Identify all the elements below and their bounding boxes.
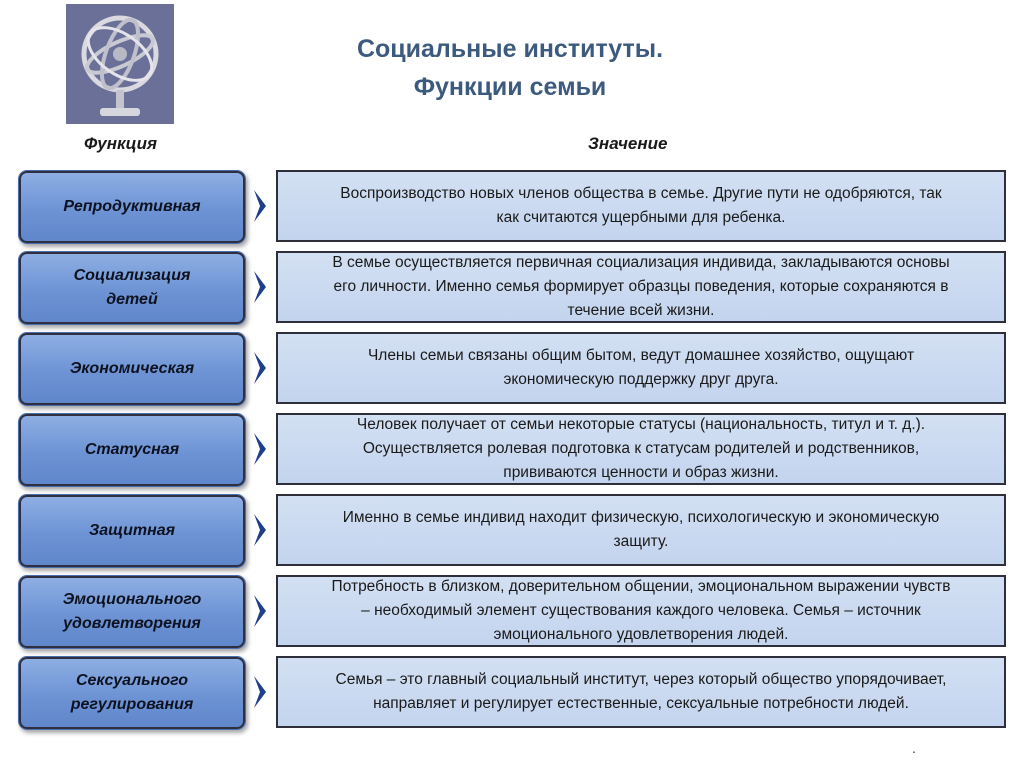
function-label: удовлетворения	[63, 615, 201, 632]
description-box	[276, 656, 1006, 728]
description-text: Именно в семье индивид находит физическую, психологическую и экономическую защиту.	[342, 509, 940, 550]
description-text: Семья – это главный социальный институт, через который общество упорядочивает, направляет и регулирует естественные, сексуальные потребности людей.	[335, 671, 947, 712]
chevron-right-icon	[252, 431, 268, 467]
description-box	[276, 170, 1006, 242]
function-label: Социализация	[73, 267, 191, 284]
function-label: Экономическая	[69, 360, 195, 377]
description-text: Потребность в близком, доверительном общении, эмоциональном выражении чувств – необходимый элемент существования каждого человека. Семья – источник эмоционального удовлетворения людей.	[331, 578, 951, 643]
function-label: Сексуального	[75, 672, 189, 689]
chevron-right-icon	[252, 512, 268, 548]
page-title	[250, 30, 770, 106]
description-box	[276, 332, 1006, 404]
table-row	[0, 413, 1024, 487]
chevron-right-icon	[252, 593, 268, 629]
chevron-right-icon	[252, 350, 268, 386]
function-box	[18, 413, 246, 487]
description-box	[276, 494, 1006, 566]
table-row	[0, 656, 1024, 730]
description-text: Человек получает от семьи некоторые статусы (национальность, титул и т. д.). Осуществляется ролевая подготовка к статусам родителей и родственников, прививаются ценности и образ жизни.	[356, 416, 926, 481]
table-row	[0, 575, 1024, 649]
table-row	[0, 332, 1024, 406]
function-box	[18, 494, 246, 568]
function-label: Эмоционального	[62, 591, 202, 608]
chevron-right-icon	[252, 188, 268, 224]
table-row	[0, 251, 1024, 325]
chevron-right-icon	[252, 674, 268, 710]
chevron-right-icon	[252, 269, 268, 305]
title-line-1: Социальные институты.	[356, 35, 664, 63]
description-text: В семье осуществляется первичная социализация индивида, закладываются основы его личности. Именно семья формирует образцы поведения, которые сохраняются в течение всей жизни.	[332, 254, 950, 319]
table-row	[0, 170, 1024, 244]
function-label: регулирования	[70, 696, 194, 713]
description-box	[276, 413, 1006, 485]
function-label: Статусная	[84, 441, 180, 458]
armillary-sphere-icon	[66, 4, 174, 124]
description-text: Члены семьи связаны общим бытом, ведут домашнее хозяйство, ощущают экономическую поддержку друг друга.	[367, 347, 915, 388]
function-box	[18, 575, 246, 649]
function-box	[18, 656, 246, 730]
function-box	[18, 170, 246, 244]
footer-mark: .	[912, 740, 916, 756]
description-text: Воспроизводство новых членов общества в семье. Другие пути не одобряются, так как считаются ущербными для ребенка.	[340, 185, 942, 226]
description-box	[276, 575, 1006, 647]
function-label: Защитная	[88, 522, 176, 539]
function-box	[18, 332, 246, 406]
description-box	[276, 251, 1006, 323]
function-label: Репродуктивная	[63, 198, 201, 215]
table-row	[0, 494, 1024, 568]
function-box	[18, 251, 246, 325]
function-label: детей	[106, 291, 158, 308]
title-line-2: Функции семьи	[413, 73, 607, 101]
meaning-column-header: Значение	[588, 134, 668, 153]
function-column-header: Функция	[84, 134, 157, 153]
